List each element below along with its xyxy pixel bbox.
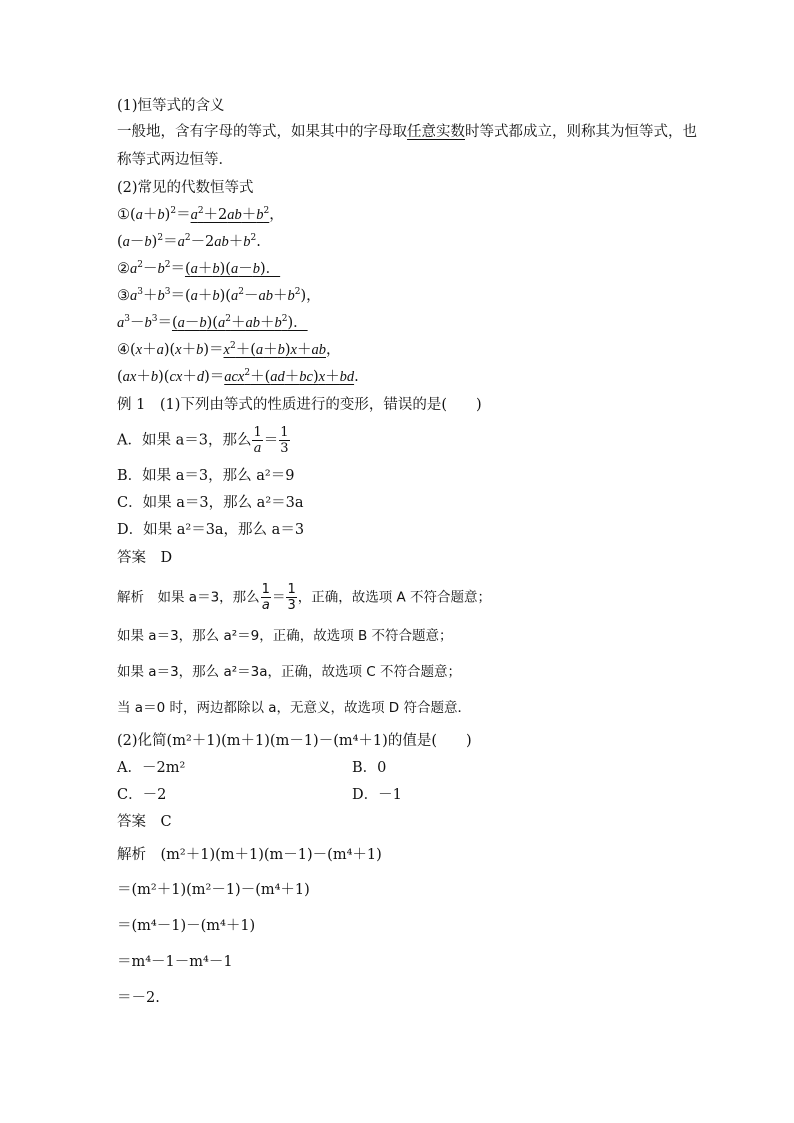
solution-fraction-1-over-a: $\frac{1}{a}$	[261, 582, 270, 613]
example2-option-d: D．－1	[352, 787, 402, 803]
identity-4a: $④(x+a)(x+b)=x^2+(a+b)x+ab$，	[117, 341, 341, 358]
underlined-answer: 任意实数	[407, 124, 465, 140]
example2-solution-line1: 解析 (m²＋1)(m＋1)(m－1)－(m⁴＋1)	[117, 847, 382, 863]
identity-2: $②a^2-b^2=(a+b)(a-b)$．	[117, 260, 281, 277]
solution-fraction-1-over-3: $\frac{1}{3}$	[287, 582, 296, 613]
example1-option-a: A．如果 a＝3，那么 $\frac{1}{a}$ ＝ $\frac{1}{3}$	[117, 425, 289, 456]
example2-solution-line2: ＝(m²＋1)(m²－1)－(m⁴＋1)	[117, 882, 310, 898]
example2-option-b: B．0	[352, 760, 387, 776]
identity-1a: $①(a+b)^2=a^2+2ab+b^2$，	[117, 206, 284, 223]
example1-option-d: D．如果 a²＝3a，那么 a＝3	[117, 522, 305, 538]
example1-option-b: B．如果 a＝3，那么 a²＝9	[117, 468, 295, 484]
example1-solution-line2: 如果 a＝3，那么 a²＝9，正确，故选项 B 不符合题意；	[117, 628, 453, 644]
example2-question: (2)化简(m²＋1)(m＋1)(m－1)－(m⁴＋1)的值是( )	[117, 733, 472, 749]
identity-1b: $(a-b)^2=a^2-2ab+b^2$.	[117, 233, 261, 250]
sec1-paragraph-line1: 一般地，含有字母的等式，如果其中的字母取任意实数时等式都成立，则称其为恒等式，也	[117, 124, 697, 140]
identity-4b: (ax＋b)(cx＋d)＝acx$^2$＋(ad＋bc)x＋bd.	[117, 368, 359, 385]
example1-answer: 答案 D	[117, 550, 173, 566]
sec1-title: (1)恒等式的含义	[117, 98, 225, 114]
example2-answer: 答案 C	[117, 814, 172, 830]
identity-3a: $③a^3+b^3=(a+b)(a^2-ab+b^2)$，	[117, 287, 321, 304]
sec2-title: (2)常见的代数恒等式	[117, 180, 254, 196]
identity-3b: $a^3-b^3=(a-b)(a^2+ab+b^2)$．	[117, 314, 308, 331]
fraction-1-over-3: $\frac{1}{3}$	[280, 425, 289, 456]
example1-solution-line1: 解析 如果 a＝3，那么 $\frac{1}{a}$ ＝ $\frac{1}{3}$ ，正确，故选项 A 不符合题意；	[117, 582, 492, 613]
example1-solution-line4: 当 a＝0 时，两边都除以 a，无意义，故选项 D 符合题意．	[117, 700, 471, 716]
sec1-paragraph-line2: 称等式两边恒等．	[117, 152, 233, 168]
example2-option-c: C．－2	[117, 787, 167, 803]
example1-option-c: C．如果 a＝3，那么 a²＝3a	[117, 495, 304, 511]
example2-solution-line4: ＝m⁴－1－m⁴－1	[117, 954, 233, 970]
example2-option-a: A．－2m²	[117, 760, 186, 776]
example1-question: 例 1 (1)下列由等式的性质进行的变形，错误的是( )	[117, 397, 482, 413]
fraction-1-over-a: $\frac{1}{a}$	[253, 425, 262, 456]
example1-solution-line3: 如果 a＝3，那么 a²＝3a，正确，故选项 C 不符合题意；	[117, 664, 461, 680]
example2-solution-line3: ＝(m⁴－1)－(m⁴＋1)	[117, 918, 256, 934]
example2-solution-line5: ＝－2.	[117, 990, 160, 1006]
